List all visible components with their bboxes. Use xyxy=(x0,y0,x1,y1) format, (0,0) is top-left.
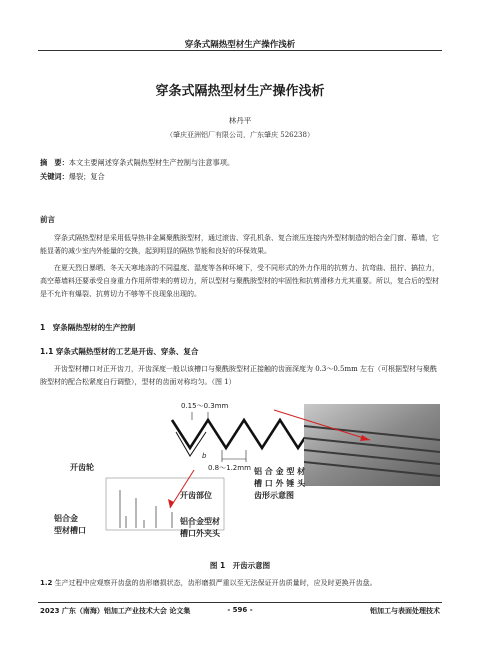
section-1-2-paragraph xyxy=(40,577,440,590)
section-1-2-text: 生产过程中应观察开齿盘的齿形磨损状态，齿形磨损严重以至无法保证开齿质量时，应及时更换开齿盘。 xyxy=(54,579,377,587)
footer-rule xyxy=(38,602,442,603)
section-1-1-paragraph: 开齿型材槽口对正开齿刀，开齿深度一般以该槽口与聚酰胺型材正接触的齿面深度为 0.3～0.5mm 左右（可根据型材与聚酰胺型材的配合松紧度自行调整），型材的齿面对称均匀。（图 1） xyxy=(40,365,437,386)
dim-bottom-label: 0.8～1.2mm xyxy=(208,464,251,472)
label-part: 开齿部位 xyxy=(180,491,212,500)
abstract-text: 本文主要阐述穿条式隔热型材生产控制与注意事项。 xyxy=(68,158,235,167)
section-preface-heading: 前言 xyxy=(40,215,55,224)
abstract-label: 摘 要： xyxy=(40,158,69,167)
footer-page-number: - 596 - xyxy=(227,606,253,614)
figure-caption: 图 1 开齿示意图 xyxy=(209,561,271,570)
photo-caption-line-3: 齿形示意图 xyxy=(254,491,294,500)
article-affiliation: （肇庆亚洲铝厂有限公司，广东肇庆 526238） xyxy=(166,131,314,139)
section-1-heading: 1 穿条隔热型材的生产控制 xyxy=(40,323,136,332)
dim-b-label: b xyxy=(202,452,207,460)
running-header: 穿条式隔热型材生产操作浅析 xyxy=(184,40,296,50)
article-title: 穿条式隔热型材生产操作浅析 xyxy=(155,84,325,99)
preface-paragraph-2: 在夏天烈日暴晒、冬天天寒地冻的不同温度、湿度等各种环境下，受不同形式的外力作用的抗剪力、抗弯曲、扭拧、搞拉力，高空幕墙料还要承受自身重力作用所带来的剪切力，所以型材与聚酰胺型材的牢固性和抗剪滑移力尤其重要。所以，复合后的型材是不允许有爆裂、抗剪切力不够等不良现象出现的。 xyxy=(40,264,439,298)
footer-right: 铝加工与表面处理技术 xyxy=(370,607,440,615)
section-1-1-heading: 1.1 穿条式隔热型材的工艺是开齿、穿条、复合 xyxy=(40,347,199,356)
dim-top-label: 0.15～0.3mm xyxy=(181,402,229,410)
abstract xyxy=(40,158,234,168)
label-clamp-line-2: 槽口外夹头 xyxy=(180,529,220,538)
article-author: 林丹平 xyxy=(228,116,252,125)
photo-caption-line-2: 槽 口 外 锤 头 xyxy=(254,479,306,488)
label-slot-line-1: 铝合金 xyxy=(54,514,78,523)
keywords-text: 爆裂；复合 xyxy=(68,172,105,181)
keywords-label: 关键词： xyxy=(40,172,69,181)
label-clamp-line-1: 铝合金型材 xyxy=(180,517,220,526)
header-rule xyxy=(38,50,442,51)
label-slot-line-2: 型材槽口 xyxy=(54,526,86,535)
section-1-2-number: 1.2 xyxy=(40,579,53,587)
preface-paragraph-1: 穿条式隔热型材是采用低导热非金属聚酰胺型材，通过滚齿、穿孔机条、复合滚压连接内外型材制造的铝合金门窗、幕墙，它能显著的减少室内外能量的交换，起到明显的隔热节能和良好的环保效果。 xyxy=(40,234,439,255)
footer-left: 2023 广东（南海）铝加工产业技术大会 论文集 xyxy=(40,607,191,615)
keywords xyxy=(40,172,105,182)
photo-caption-line-1: 铝 合 金 型 材 xyxy=(254,467,306,476)
label-disc: 开齿轮 xyxy=(70,463,94,472)
tooth-profile-upper xyxy=(172,420,310,448)
figure-1 xyxy=(40,398,440,550)
